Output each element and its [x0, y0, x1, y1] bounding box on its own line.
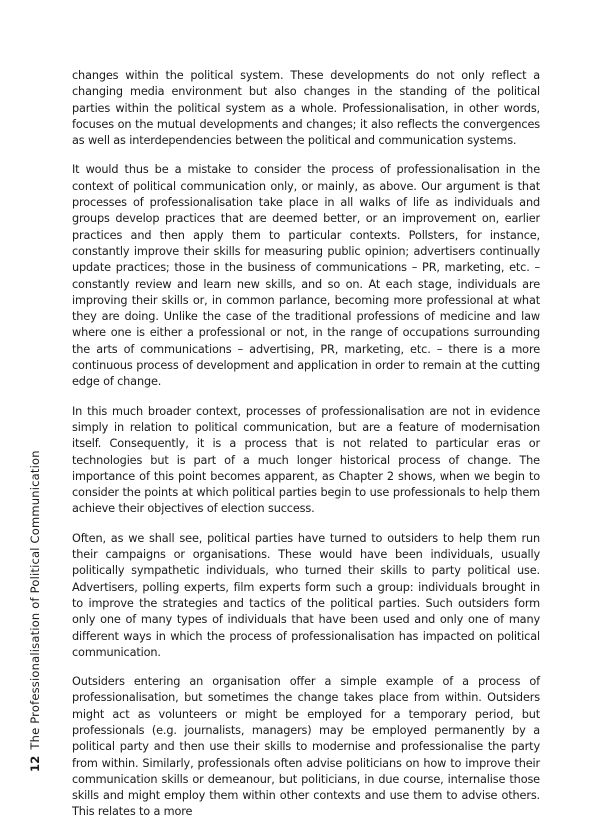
- page-body: [72, 68, 540, 834]
- paragraph-4: Often, as we shall see, political parties have turned to outsiders to help them run their campaigns or organisations. These would have been individuals, usually politically sympathetic individuals, who turned their skills to party political use. Advertisers, polling experts, film experts form such a group: individuals brought in to improve the strategies and tactics of the political parties. Such outsiders form only one of many types of individuals that have been used and only one of many different ways in which the process of professionalisation has impacted on political communication.: [72, 531, 540, 659]
- paragraph-2: It would thus be a mistake to consider the process of professionalisation in the context of political communication only, or mainly, as above. Our argument is that processes of professionalisation take place in all walks of life as individuals and groups develop practices that are deemed better, or an improvement on, earlier practices and then apply them to particular contexts. Pollsters, for instance, constantly improve their skills for measuring public opinion; advertisers continually update practices; those in the business of communications – PR, marketing, etc. – constantly review and learn new skills, and so on. At each stage, individuals are improving their skills or, in common parlance, becoming more professional at what they are doing. Unlike the case of the traditional professions of medicine and law where one is either a professional or not, in the range of occupations surrounding the arts of communications – advertising, PR, marketing, etc. – there is a more continuous process of development and application in order to remain at the cutting edge of change.: [72, 163, 540, 389]
- page-number: 12: [28, 755, 42, 772]
- running-head-title: The Professionalisation of Political Communication: [28, 450, 42, 750]
- paragraph-1: changes within the political system. These developments do not only reflect a changing media environment but also changes in the standing of the political parties within the political system as a whole. Professionalisation, in other words, focuses on the mutual developments and changes; it also reflects the convergences as well as interdependencies between the political and communication systems.: [72, 69, 540, 148]
- paragraph-3: In this much broader context, processes of professionalisation are not in evidence simply in relation to political communication, but are a feature of modernisation itself. Consequently, it is a process that is not related to particular eras or technologies but is part of a much longer historical process of change. The importance of this point becomes apparent, as Chapter 2 shows, when we begin to consider the points at which political parties begin to use professionals to help them achieve their objectives of election success.: [72, 404, 540, 516]
- paragraph-5: Outsiders entering an organisation offer a simple example of a process of professionalisation, but sometimes the change takes place from within. Outsiders might act as volunteers or might be employed for a temporary period, but professionals (e.g. journalists, managers) may be employed permanently by a political party and then use their skills to modernise and professionalise the party from within. Similarly, professionals often advise politicians on how to improve their communication skills or demeanour, but politicians, in due course, internalise those skills and might employ them within other contexts and use them to advise others. This relates to a more: [72, 675, 540, 819]
- running-head: [28, 450, 42, 772]
